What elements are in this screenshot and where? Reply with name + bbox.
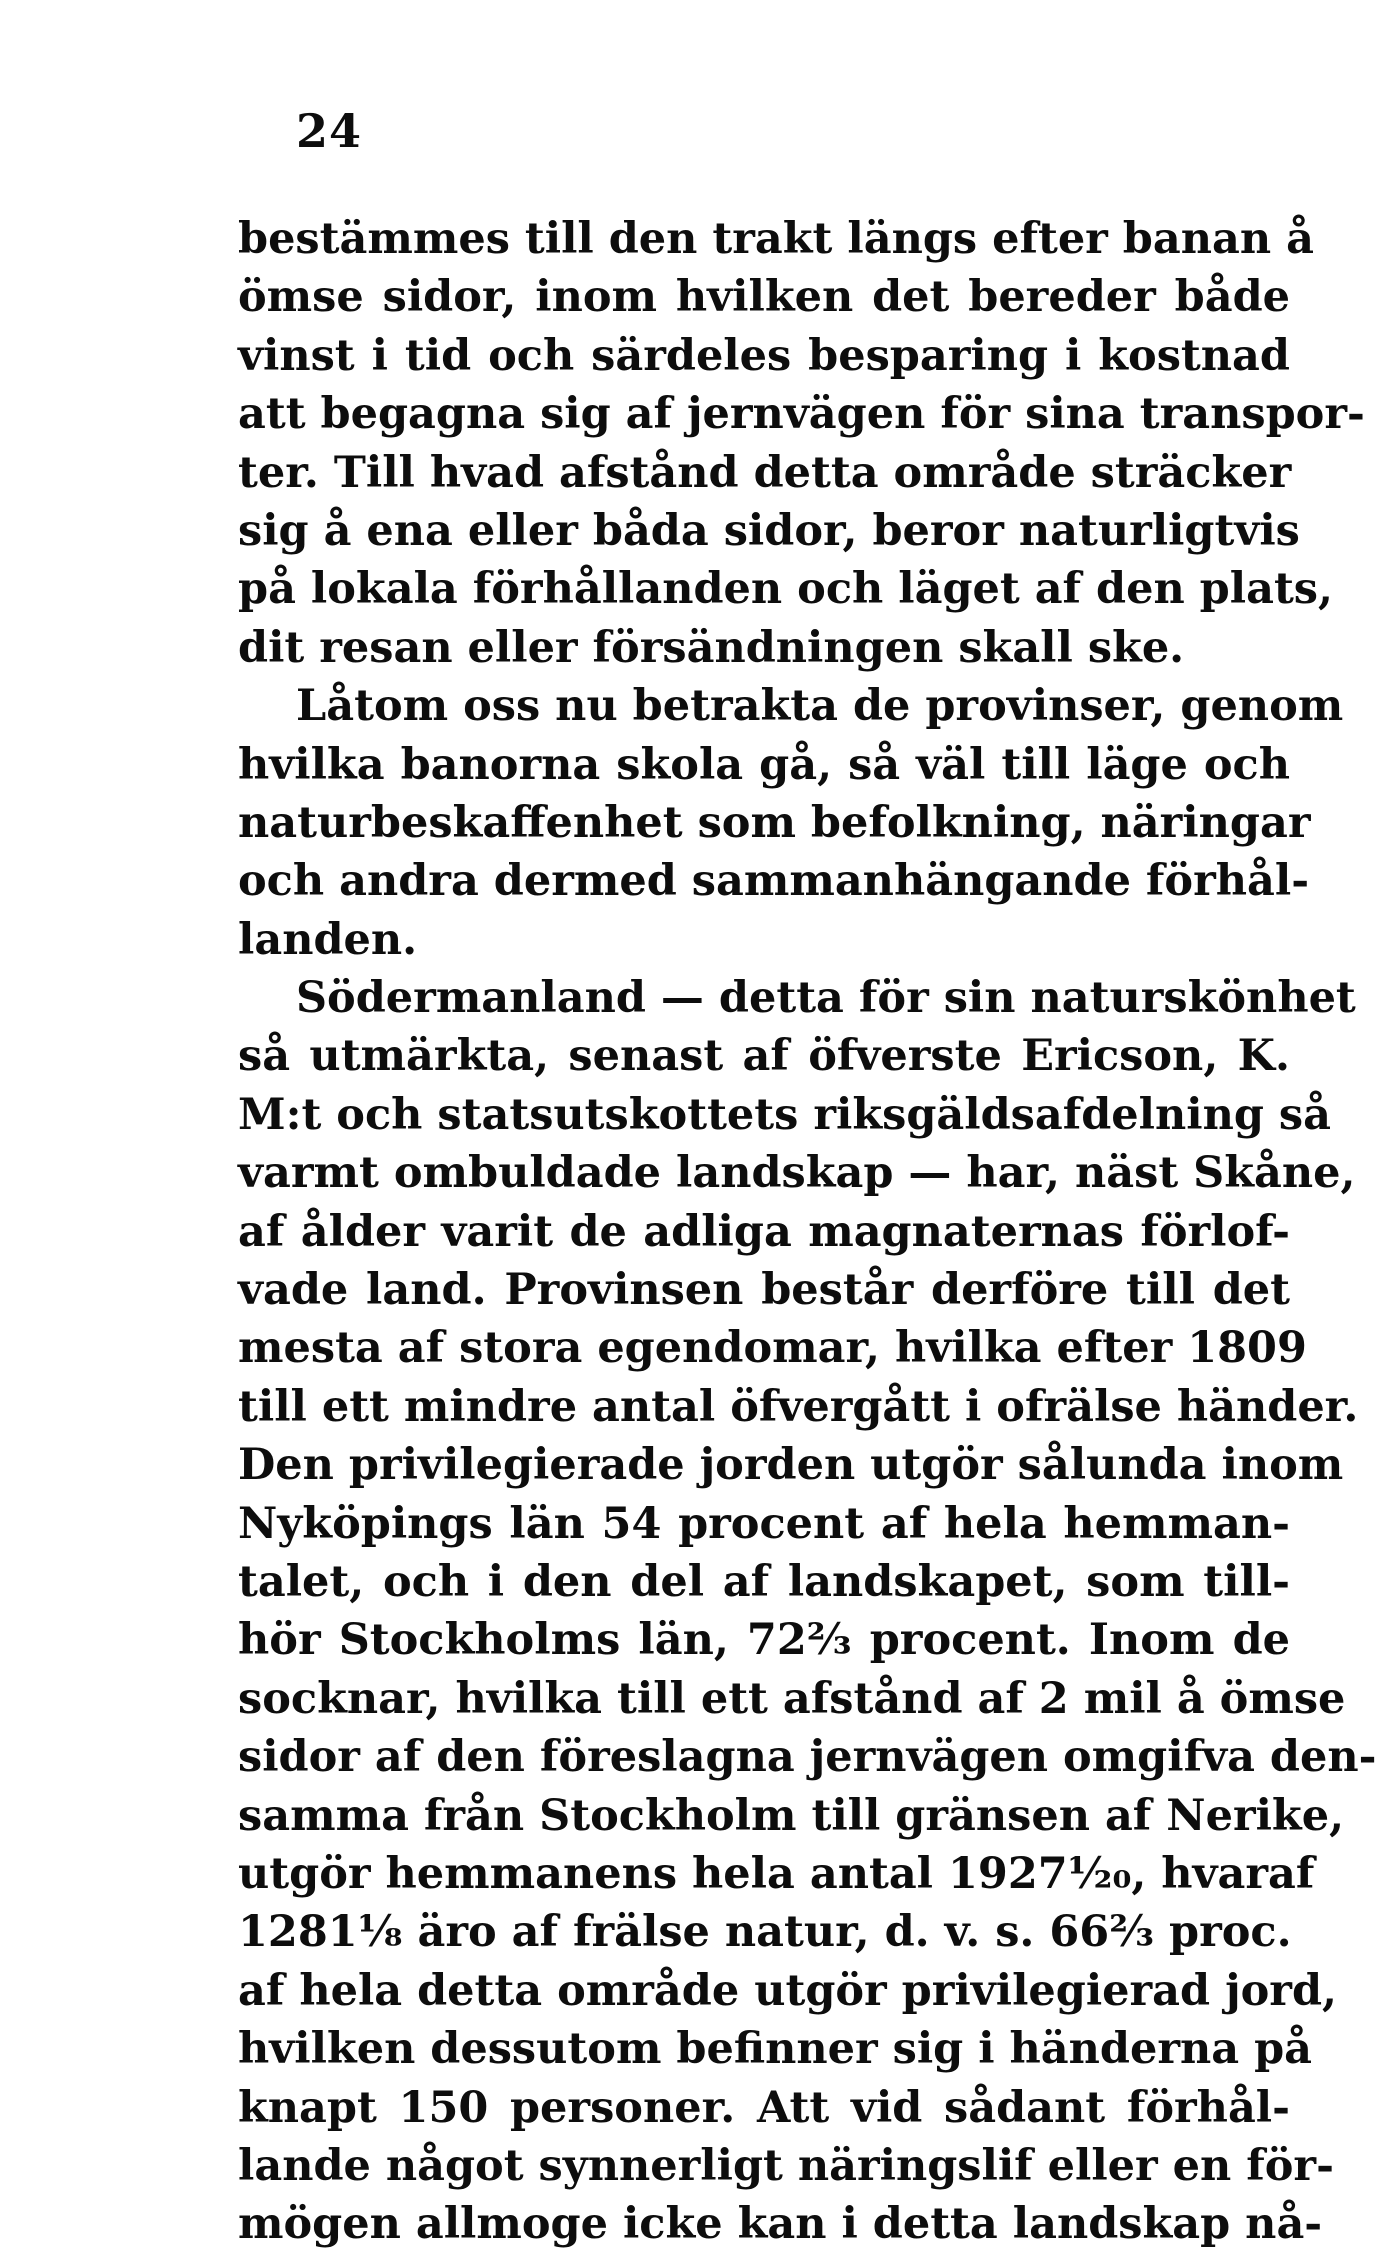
text-line: ter. Till hvad afstånd detta område sträcker xyxy=(238,447,1292,498)
text-line: landen. xyxy=(238,914,418,965)
text-line: till ett mindre antal öfvergått i ofrälse händer. xyxy=(238,1381,1359,1432)
text-line: lande något synnerligt näringslif eller en för- xyxy=(238,2140,1334,2191)
body-text xyxy=(238,210,1377,2254)
text-line: sidor af den föreslagna jernvägen omgifva den- xyxy=(238,1732,1377,1783)
text-line: sig å ena eller båda sidor, beror naturligtvis xyxy=(238,505,1300,556)
text-line: af hela detta område utgör privilegierad jord, xyxy=(238,1965,1337,2016)
text-line: och andra dermed sammanhängande förhål- xyxy=(238,856,1310,907)
text-line: så utmärkta, senast af öfverste Ericson, K. xyxy=(238,1031,1290,1082)
text-line: att begagna sig af jernvägen för sina transpor- xyxy=(238,389,1365,440)
text-line: knapt 150 personer. Att vid sådant förhål- xyxy=(238,2082,1290,2133)
text-line: hör Stockholms län, 72²⁄₃ procent. Inom de xyxy=(238,1615,1290,1666)
text-line: dit resan eller försändningen skall ske. xyxy=(238,622,1185,673)
text-line: vade land. Provinsen består derföre till det xyxy=(238,1265,1290,1316)
page-number: 24 xyxy=(296,104,363,158)
text-line: talet, och i den del af landskapet, som till- xyxy=(238,1556,1290,1607)
text-line: af ålder varit de adliga magnaternas förlof- xyxy=(238,1206,1290,1257)
text-line: samma från Stockholm till gränsen af Nerike, xyxy=(238,1790,1345,1841)
text-line: varmt ombuldade landskap — har, näst Skåne, xyxy=(238,1148,1356,1199)
text-line: 1281¹⁄₈ äro af frälse natur, d. v. s. 66²⁄₃ proc. xyxy=(238,1907,1292,1958)
text-line: vinst i tid och särdeles besparing i kostnad xyxy=(238,330,1290,381)
text-line: bestämmes till den trakt längs efter banan å xyxy=(238,214,1314,264)
text-line: M:t och statsutskottets riksgäldsafdelning så xyxy=(238,1089,1331,1140)
text-line: hvilken dessutom befinner sig i händerna på xyxy=(238,2024,1312,2075)
text-line: naturbeskaffenhet som befolkning, näringar xyxy=(238,797,1311,848)
text-line: mesta af stora egendomar, hvilka efter 1809 xyxy=(238,1323,1307,1374)
text-line: Låtom oss nu betrakta de provinser, genom xyxy=(296,681,1344,732)
text-line: hvilka banorna skola gå, så väl till läge och xyxy=(238,739,1290,790)
text-line: Nyköpings län 54 procent af hela hemman- xyxy=(238,1498,1290,1549)
text-line: Södermanland — detta för sin naturskönhet xyxy=(296,973,1356,1024)
text-line: på lokala förhållanden och läget af den plats, xyxy=(238,564,1333,615)
text-line: Den privilegierade jorden utgör sålunda inom xyxy=(238,1440,1344,1491)
text-line: utgör hemmanens hela antal 1927¹⁄₂₀, hvaraf xyxy=(238,1848,1315,1899)
text-line: ömse sidor, inom hvilken det bereder både xyxy=(238,272,1290,323)
text-line: socknar, hvilka till ett afstånd af 2 mil å ömse xyxy=(238,1673,1346,1724)
text-line: mögen allmoge icke kan i detta landskap nå- xyxy=(238,2199,1323,2250)
